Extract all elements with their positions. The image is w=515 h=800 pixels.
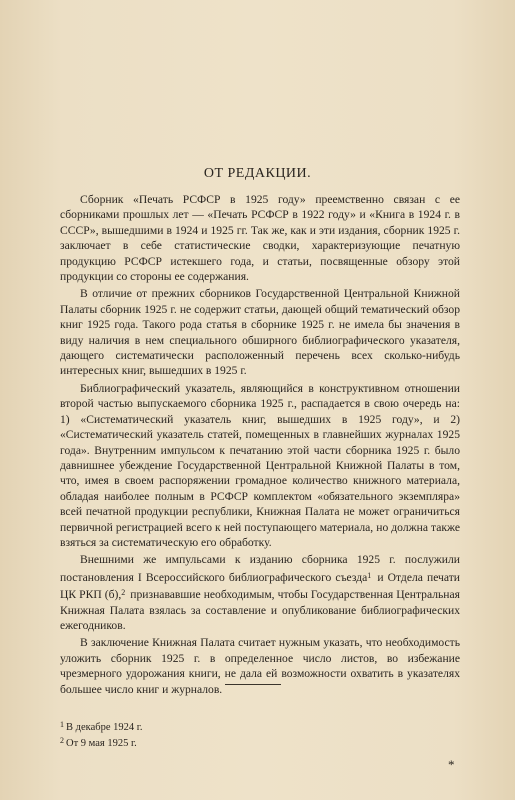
paragraph-4-text-a: Внешними же импульсами к изданию сборника 1925 г. послужили постановления I Всероссийского библиографического съезда — [60, 553, 460, 584]
paragraph-2: В отличие от прежних сборников Государственной Центральной Книжной Палаты сборник 1925 г. не содержит статьи, дающей общий тематический обзор книг 1925 года. Такого рода статья в сборнике 1925 г. не имела бы значения в виду наличия в нем специального обширного библиографического указателя, дающего систематически расположенный перечень всех сколько-нибудь интересных книг, вышедших в 1925 г. — [60, 287, 460, 378]
footnote-2 — [60, 734, 360, 750]
signature-mark: * — [448, 757, 455, 772]
footnote-ref-1: 1 — [367, 570, 372, 580]
footnote-2-number: 2 — [60, 736, 64, 745]
footnote-2-text: От 9 мая 1925 г. — [66, 738, 137, 749]
paragraph-1: Сборник «Печать РСФСР в 1925 году» преемственно связан с ее сборниками прошлых лет — «Печать РСФСР в 1922 году» и «Книга в 1924 г. в СССР», вышедшими в 1924 и 1925 гг. Так же, как и эти издания, сборник 1925 г. заключает в себе статистические сводки, характеризующие печатную продукцию РСФСР истекшего года, и статьи, посвященные обзору этой продукции со стороны ее содержания. — [60, 193, 460, 284]
footnote-1-number: 1 — [60, 720, 64, 729]
paragraph-4-text-b: и Отдела печати ЦК РКП (б), — [60, 570, 460, 602]
footnote-ref-2: 2 — [121, 588, 126, 598]
paragraph-5: В заключение Книжная Палата считает нужным указать, что необходимость уложить сборник 1925 г. в определенное число листов, во избежание чрезмерного удорожания книги, не дала ей возможности охватить в указателях большее число книг и журналов. — [60, 636, 460, 696]
footnotes — [60, 718, 360, 750]
paragraph-4-text-c: признававшие необходимым, чтобы Государственная Центральная Книжная Палата взялась за составление и опубликование библиографических ежегодников. — [60, 588, 460, 632]
paragraph-4 — [60, 552, 460, 633]
editorial-body — [60, 192, 460, 697]
footnote-divider — [225, 684, 281, 685]
footnote-1 — [60, 718, 360, 734]
paragraph-3: Библиографический указатель, являющийся в конструктивном отношении второй частью выпускаемого сборника 1925 г., распадается в свою очередь на: 1) «Систематический указатель книг, вышедших в 1925 году», и 2) «Систематический указатель статей, помещенных в главнейших журналах 1925 года». Внутренним импульсом к печатанию этой части сборника 1925 г. было давнишнее убеждение Государственной Центральной Книжной Палаты в том, что, имея в своем распоряжении громадное количество книжного материала, обладая наиболее полным в РСФСР комплектом «обязательного экземпляра» всей печатной продукции республики, Книжная Палата не может ограничиться первичной регистрацией всего к ней поступающего материала, но должна также взяться за систематическую его обработку. — [60, 381, 460, 549]
footnote-1-text: В декабре 1924 г. — [66, 722, 143, 733]
page-title: ОТ РЕДАКЦИИ. — [203, 166, 312, 181]
